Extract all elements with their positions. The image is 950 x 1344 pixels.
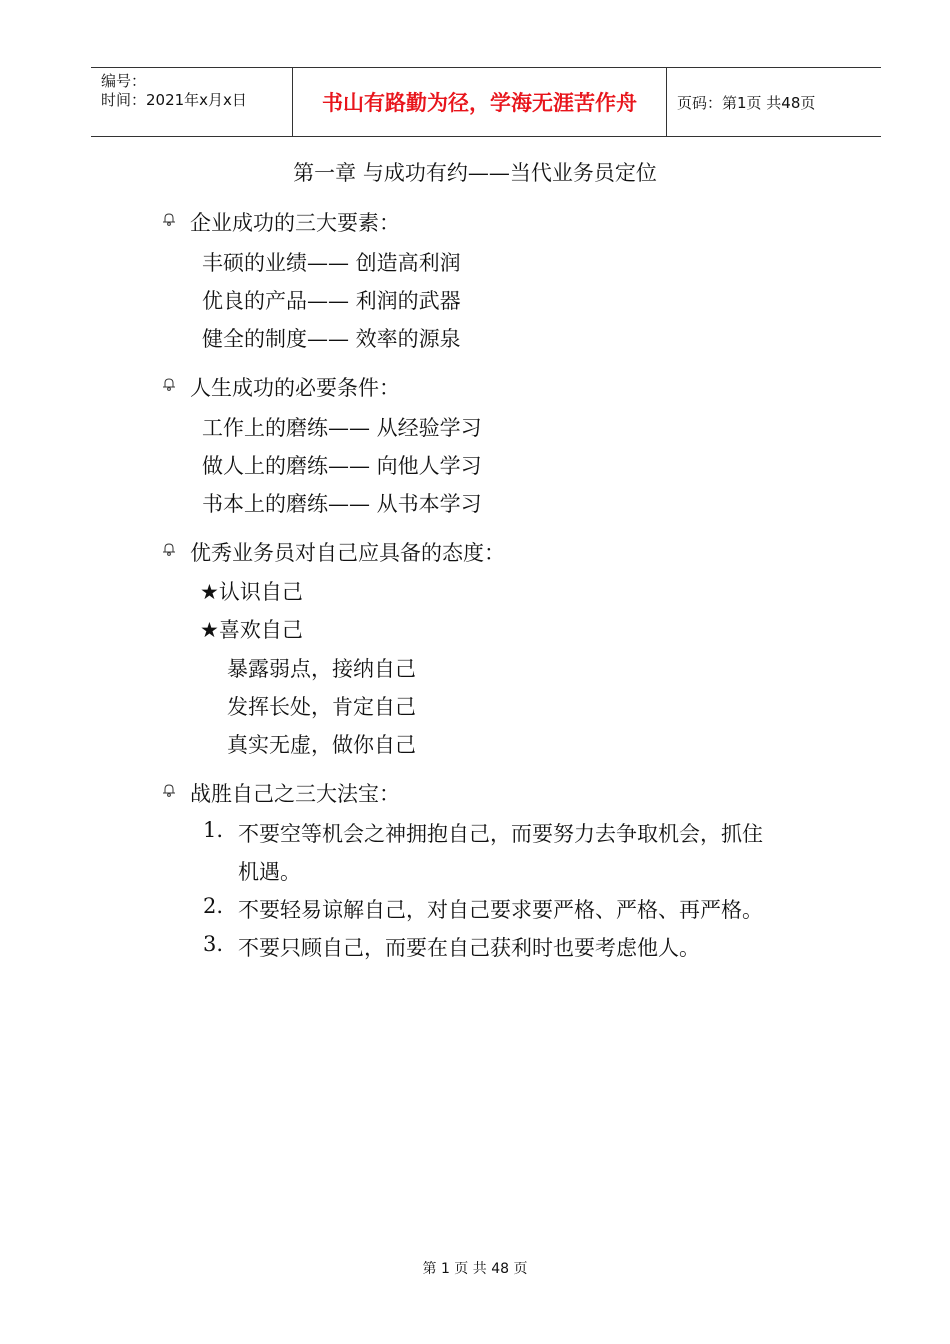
numbered-item-text: 机遇。	[238, 860, 301, 884]
star-item: ★认识自己	[200, 580, 303, 604]
numbered-item-text: 不要空等机会之神拥抱自己，而要努力去争取机会，抓住	[238, 822, 763, 846]
number-label: 编号：	[101, 72, 147, 90]
header-table	[91, 67, 881, 137]
section-heading: 优秀业务员对自己应具备的态度：	[190, 541, 505, 565]
bell-icon	[161, 211, 177, 227]
list-item: 书本上的磨练—— 从书本学习	[202, 492, 482, 516]
list-item: 健全的制度—— 效率的源泉	[202, 327, 461, 351]
time-label: 时间：2021年x月x日	[101, 91, 247, 109]
numbered-item-text: 不要轻易谅解自己，对自己要求要严格、严格、再严格。	[238, 898, 763, 922]
list-item: 真实无虚，做你自己	[227, 733, 416, 757]
motto: 书山有路勤为径，学海无涯苦作舟	[293, 68, 667, 136]
item-number: 2.	[203, 894, 224, 918]
bell-icon	[161, 782, 177, 798]
list-item: 丰硕的业绩—— 创造高利润	[202, 251, 461, 275]
section-heading: 人生成功的必要条件：	[190, 376, 400, 400]
page-footer: 第 1 页 共 48 页	[422, 1261, 528, 1277]
page-label: 页码：第1页 共48页	[677, 93, 816, 112]
list-item: 优良的产品—— 利润的武器	[202, 289, 461, 313]
bell-icon	[161, 376, 177, 392]
section-heading: 战胜自己之三大法宝：	[190, 782, 400, 806]
section-heading: 企业成功的三大要素：	[190, 211, 400, 235]
list-item: 暴露弱点，接纳自己	[227, 657, 416, 681]
list-item: 发挥长处，肯定自己	[227, 695, 416, 719]
list-item: 工作上的磨练—— 从经验学习	[202, 416, 482, 440]
item-number: 1.	[203, 818, 224, 842]
chapter-title: 第一章 与成功有约——当代业务员定位	[293, 161, 657, 185]
header-left-cell	[91, 68, 293, 136]
numbered-item-text: 不要只顾自己，而要在自己获利时也要考虑他人。	[238, 936, 700, 960]
star-item: ★喜欢自己	[200, 618, 303, 642]
bell-icon	[161, 541, 177, 557]
list-item: 做人上的磨练—— 向他人学习	[202, 454, 482, 478]
item-number: 3.	[203, 932, 224, 956]
